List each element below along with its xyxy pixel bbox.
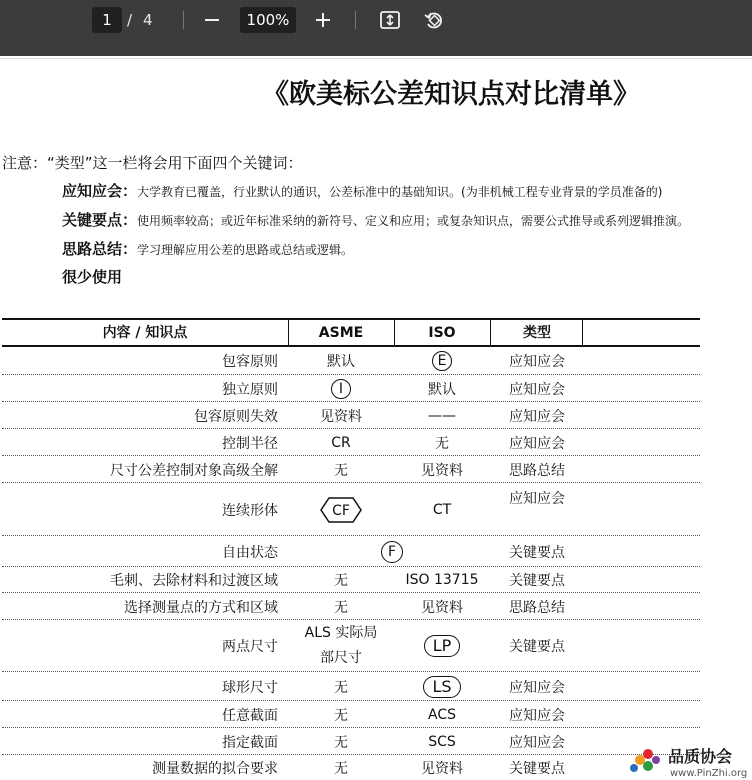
toolbar-divider bbox=[355, 11, 356, 29]
cell-iso: —— bbox=[428, 407, 456, 424]
cell-topic: 独立原则 bbox=[222, 381, 278, 398]
cell-topic: 控制半径 bbox=[222, 435, 278, 452]
keyword-term: 很少使用 bbox=[62, 268, 123, 286]
note-text: 注意：“类型”这一栏将会用下面四个关键词： bbox=[2, 154, 303, 172]
table-row bbox=[2, 672, 700, 701]
table-row bbox=[2, 483, 700, 536]
cell-asme: 无 bbox=[334, 599, 348, 616]
modifier-symbol: E bbox=[432, 351, 452, 371]
table-row bbox=[2, 429, 700, 456]
column-divider bbox=[490, 320, 491, 347]
cell-asme: 无 bbox=[334, 734, 348, 751]
column-divider bbox=[394, 320, 395, 347]
header-topic: 内容 / 知识点 bbox=[102, 325, 188, 341]
cell-asme: ALS 实际局部尺寸 bbox=[304, 625, 378, 666]
cell-topic: 尺寸公差控制对象高级全解 bbox=[110, 462, 278, 479]
cell-topic: 选择测量点的方式和区域 bbox=[124, 599, 278, 616]
cell-iso bbox=[394, 620, 490, 672]
cell-type: 应知应会 bbox=[509, 381, 565, 398]
cell-topic: 任意截面 bbox=[222, 707, 278, 724]
cell-type: 应知应会 bbox=[509, 734, 565, 751]
table-row bbox=[2, 620, 700, 672]
cell-asme: 见资料 bbox=[320, 408, 362, 425]
table-row bbox=[2, 536, 700, 567]
cell-asme: 无 bbox=[334, 573, 348, 589]
cell-topic: 包容原则失效 bbox=[194, 408, 278, 425]
cell-iso: SCS bbox=[428, 733, 456, 750]
cell-asme: CR bbox=[331, 434, 351, 451]
cell-type: 关键要点 bbox=[509, 544, 565, 561]
cell-iso: ACS bbox=[428, 706, 456, 723]
cell-type: 应知应会 bbox=[509, 679, 565, 696]
table-header bbox=[2, 318, 700, 347]
cell-asme bbox=[288, 375, 394, 402]
keyword-term: 关键要点： bbox=[62, 211, 138, 229]
zoom-in-icon bbox=[314, 11, 332, 29]
cell-asme bbox=[342, 536, 442, 567]
column-divider bbox=[582, 320, 583, 347]
header-type: 类型 bbox=[523, 325, 551, 341]
pdf-toolbar bbox=[0, 0, 752, 56]
table-row bbox=[2, 375, 700, 402]
column-divider bbox=[288, 320, 289, 347]
keyword-term: 思路总结： bbox=[62, 240, 138, 258]
cell-iso: ISO 13715 bbox=[405, 572, 479, 588]
cell-type: 应知应会 bbox=[509, 435, 565, 452]
cell-iso bbox=[394, 672, 490, 701]
watermark-url: www.PinZhi.org bbox=[670, 768, 748, 779]
cell-topic: 自由状态 bbox=[222, 544, 278, 561]
table-row bbox=[2, 567, 700, 593]
watermark-name: 品质协会 bbox=[668, 747, 733, 766]
cell-topic: 指定截面 bbox=[222, 734, 278, 751]
cell-asme: 无 bbox=[334, 462, 348, 479]
table-row bbox=[2, 755, 700, 780]
keyword-definition bbox=[62, 180, 662, 201]
cell-topic: 毛刺、去除材料和过渡区域 bbox=[110, 573, 278, 589]
table-row bbox=[2, 593, 700, 620]
zoom-in-button[interactable] bbox=[309, 6, 337, 34]
cell-asme: 无 bbox=[334, 760, 348, 777]
cell-type: 关键要点 bbox=[509, 760, 565, 777]
page-total: 4 bbox=[143, 11, 153, 29]
cell-asme bbox=[288, 483, 394, 536]
flower-logo-icon bbox=[626, 742, 752, 780]
cell-iso: 见资料 bbox=[421, 462, 463, 479]
continuous-feature-symbol bbox=[319, 496, 363, 524]
page-separator: / bbox=[127, 11, 133, 29]
cell-topic: 测量数据的拟合要求 bbox=[152, 760, 278, 777]
header-asme: ASME bbox=[318, 325, 364, 341]
two-point-size-symbol: LP bbox=[424, 635, 461, 657]
cell-topic: 连续形体 bbox=[222, 502, 278, 519]
fit-page-button[interactable] bbox=[376, 6, 404, 34]
keyword-desc: 学习理解应用公差的思路或总结或逻辑。 bbox=[137, 243, 354, 257]
table-row bbox=[2, 728, 700, 755]
cell-asme: 无 bbox=[334, 707, 348, 724]
keyword-definition bbox=[62, 238, 353, 259]
zoom-out-button[interactable] bbox=[198, 6, 226, 34]
cell-iso: 默认 bbox=[428, 381, 456, 398]
document-title: 《欧美标公差知识点对比清单》 bbox=[262, 79, 640, 110]
cf-symbol-text: CF bbox=[332, 502, 350, 519]
cell-asme: 默认 bbox=[327, 354, 355, 370]
table-row bbox=[2, 456, 700, 483]
keyword-definition bbox=[62, 266, 122, 287]
cell-asme: 无 bbox=[334, 679, 348, 696]
cell-type: 思路总结 bbox=[509, 599, 565, 616]
zoom-out-icon bbox=[203, 11, 221, 29]
toolbar-divider bbox=[183, 11, 184, 29]
cell-iso: 见资料 bbox=[421, 599, 463, 616]
cell-type: 应知应会 bbox=[509, 354, 565, 370]
keyword-term: 应知应会： bbox=[62, 182, 138, 200]
modifier-symbol: I bbox=[331, 379, 351, 399]
table-row bbox=[2, 402, 700, 429]
page-number-input[interactable]: 1 bbox=[92, 7, 122, 33]
zoom-level-input[interactable]: 100% bbox=[240, 7, 296, 33]
rotate-button[interactable] bbox=[420, 6, 448, 34]
spherical-size-symbol: LS bbox=[423, 676, 460, 698]
keyword-desc: 使用频率较高；或近年标准采纳的新符号、定义和应用；或复杂知识点，需要公式推导或系列逻辑推演。 bbox=[137, 214, 690, 228]
pinzhi-watermark-logo bbox=[626, 742, 752, 780]
header-iso: ISO bbox=[428, 325, 456, 341]
cell-iso: 无 bbox=[435, 435, 449, 452]
cell-topic: 球形尺寸 bbox=[222, 679, 278, 696]
cell-type: 应知应会 bbox=[509, 491, 565, 507]
cell-type: 应知应会 bbox=[509, 707, 565, 724]
table-row bbox=[2, 347, 700, 375]
cell-iso: CT bbox=[432, 501, 452, 518]
cell-type: 应知应会 bbox=[509, 408, 565, 425]
cell-topic: 两点尺寸 bbox=[222, 639, 278, 655]
cell-type: 关键要点 bbox=[509, 573, 565, 589]
rotate-icon bbox=[423, 9, 445, 31]
cell-topic: 包容原则 bbox=[222, 354, 278, 370]
keyword-desc: 大学教育已覆盖，行业默认的通识，公差标准中的基础知识。(为非机械工程专业背景的学员准备的) bbox=[137, 185, 663, 199]
cell-iso bbox=[394, 347, 490, 375]
cell-type: 思路总结 bbox=[509, 462, 565, 479]
cell-type: 关键要点 bbox=[509, 639, 565, 655]
free-state-symbol: F bbox=[381, 541, 403, 563]
keyword-definition bbox=[62, 209, 689, 230]
cell-iso: 见资料 bbox=[421, 760, 463, 777]
fit-page-icon bbox=[379, 9, 401, 31]
table-row bbox=[2, 701, 700, 728]
